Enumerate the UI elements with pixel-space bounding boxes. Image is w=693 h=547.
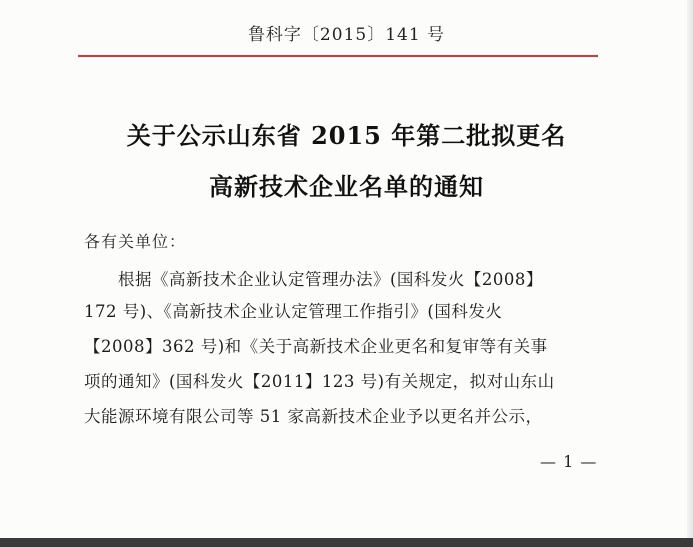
red-separator-rule [78,55,598,57]
document-number: 鲁科字〔2015〕141 号 [247,25,446,45]
salutation: 各有关单位： [84,232,187,251]
body-line: 大能源环境有限公司等 51 家高新技术企业予以更名并公示， [84,407,543,426]
title-line-2: 高新技术企业名单的通知 [209,172,484,201]
body-line: 项的通知》(国科发火【2011】123 号)有关规定，拟对山东山 [84,372,555,391]
body-line: 【2008】362 号)和《关于高新技术企业更名和复审等有关事 [84,337,548,356]
body-line: 根据《高新技术企业认定管理办法》(国科发火【2008】 [118,270,543,289]
scan-bottom-border [0,538,693,547]
page-edge-shadow [687,0,693,538]
body-line: 172 号)、《高新技术企业认定管理工作指引》(国科发火 [84,302,503,321]
page-number: — 1 — [540,452,598,471]
title-line-1: 关于公示山东省 2015 年第二批拟更名 [126,121,567,150]
